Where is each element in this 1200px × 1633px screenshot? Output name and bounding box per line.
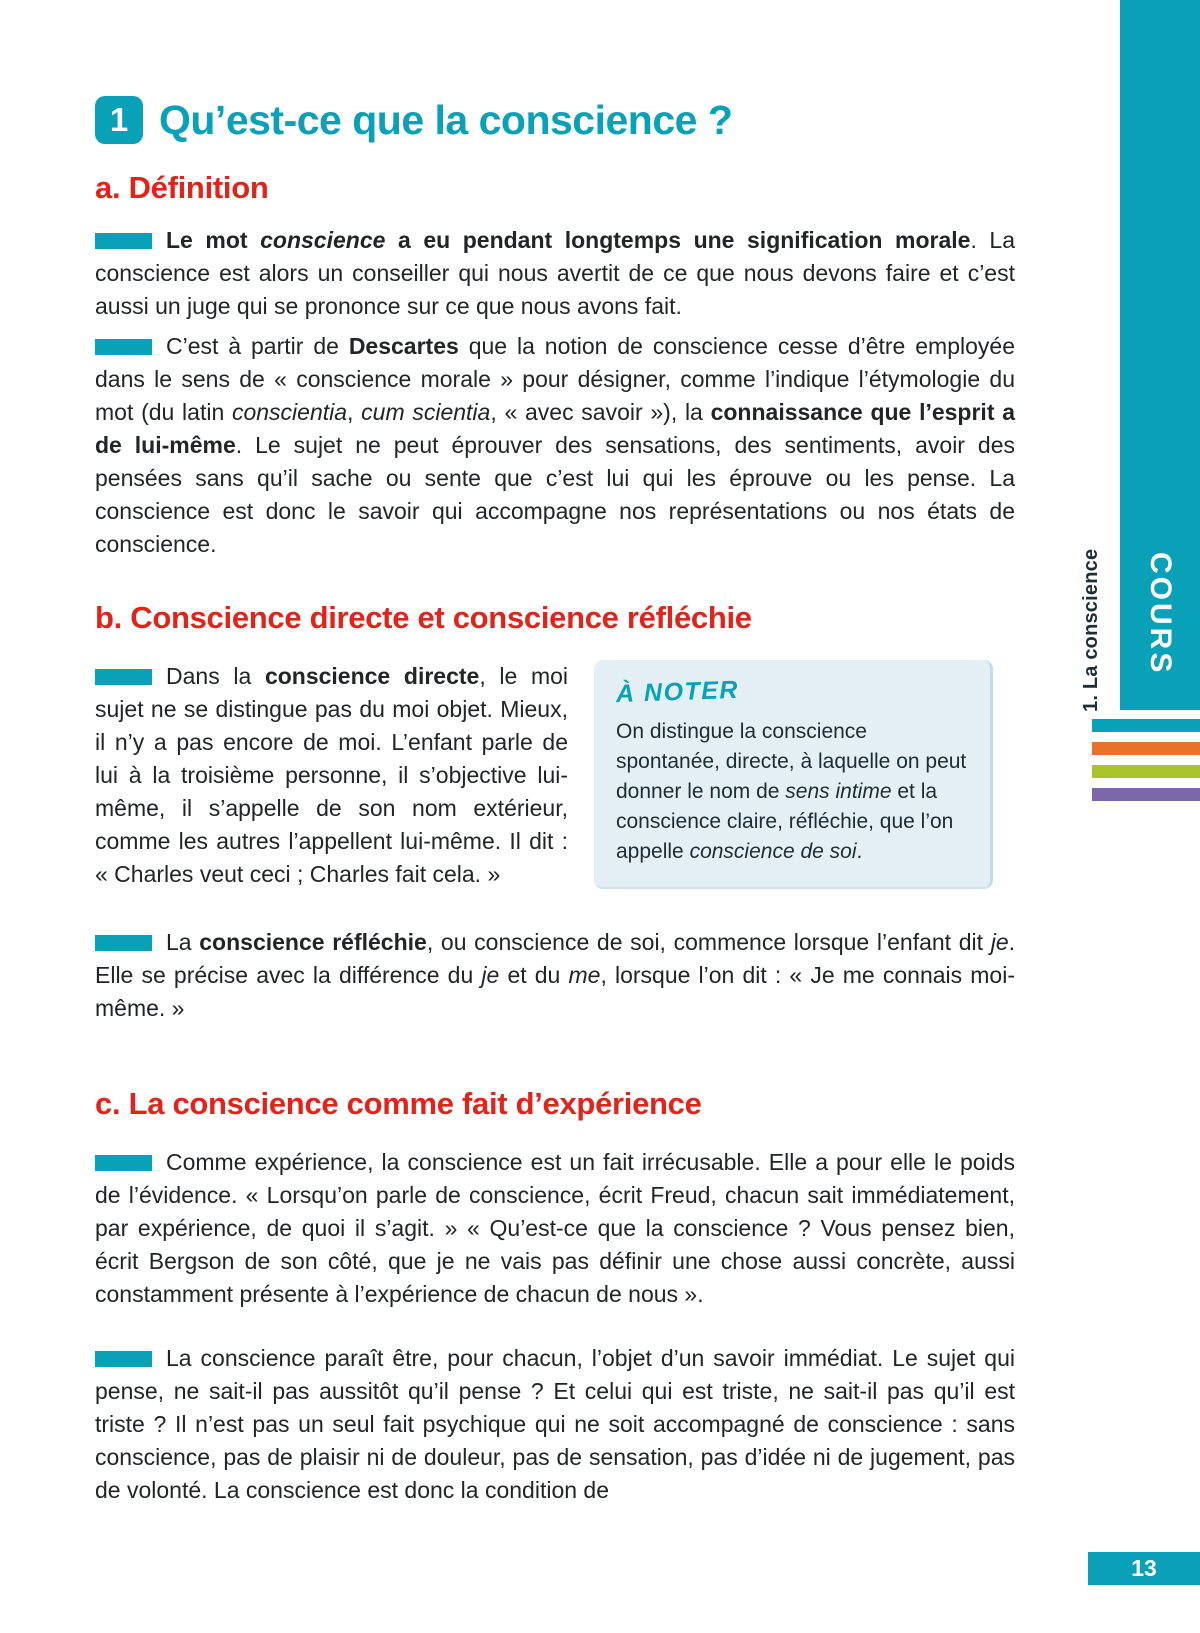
color-bar-purple: [1092, 788, 1200, 801]
page-number-badge: 13: [1088, 1552, 1200, 1585]
paragraph-marker: [95, 1155, 152, 1171]
note-label: À NOTER: [615, 675, 740, 709]
chapter-side-label: 1. La conscience: [1080, 548, 1102, 712]
paragraph-text: Comme expérience, la conscience est un fait irrécusable. Elle a pour elle le poids de l’évidence. « Lorsqu’on parle de conscience, écrit Freud, chacun sait immédiatement, par expérience, de quoi il s’agit. » « Qu’est-ce que la conscience ? Vous pensez bien, écrit Bergson de son côté, que je ne vais pas définir une chose aussi concrète, aussi constamment présente à l’expérience de chacun de nous ».: [95, 1149, 1015, 1307]
chapter-title: Qu’est-ce que la conscience ?: [159, 96, 733, 143]
paragraph: [95, 926, 1015, 1025]
note-box: [594, 660, 993, 889]
course-tab-label: COURS: [1144, 552, 1177, 676]
paragraph-marker: [95, 935, 152, 951]
paragraph-marker: [95, 233, 152, 249]
section-a-heading: a. Définition: [95, 170, 269, 205]
paragraph-text: Dans la conscience directe, le moi sujet ne se distingue pas du moi objet. Mieux, il n’y a pas encore de moi. L’enfant parle de lui à la troisième personne, il s’objective lui-même, il s’appelle de son nom extérieur, comme les autres l’appellent lui-même. Il dit : « Charles veut ceci ; Charles fait cela. »: [95, 663, 569, 887]
chapter-header: [95, 96, 732, 144]
paragraph: [95, 224, 1015, 323]
color-bar-green: [1092, 765, 1200, 778]
paragraph-text: Le mot conscience a eu pendant longtemps une signification morale. La conscience est alors un conseiller qui nous avertit de ce que nous devons faire et c’est aussi un juge qui se prononce sur ce que nous avons fait.: [95, 227, 1015, 319]
paragraph-text: C’est à partir de Descartes que la notion de conscience cesse d’être employée dans le sens de « conscience morale » pour désigner, comme l’indique l’étymologie du mot (du latin conscientia, cum scientia, « avec savoir »), la connaissance que l’esprit a de lui-même. Le sujet ne peut éprouver des sensations, des sentiments, avoir des pensées sans qu’il sache ou sente que c’est lui qui les éprouve ou les pense. La conscience est donc le savoir qui accompagne nos représentations ou nos états de conscience.: [95, 333, 1016, 557]
paragraph-text: La conscience réfléchie, ou conscience de soi, commence lorsque l’enfant dit je. Elle se précise avec la différence du je et du me, lorsque l’on dit : « Je me connais moi-même. »: [95, 929, 1015, 1021]
paragraph: [95, 660, 568, 891]
section-b-heading: b. Conscience directe et conscience réfléchie: [95, 600, 752, 635]
paragraph: [95, 1342, 1015, 1507]
paragraph: [95, 1146, 1015, 1311]
section-b-text-column: [95, 660, 568, 891]
note-body: On distingue la conscience spontanée, directe, à laquelle on peut donner le nom de sens intime et la conscience claire, réfléchie, que l’on appelle conscience de soi.: [616, 720, 967, 863]
color-bar-orange: [1092, 742, 1200, 755]
chapter-number-badge: 1: [95, 96, 143, 144]
paragraph-marker: [95, 669, 152, 685]
section-b-columns: [95, 660, 1015, 891]
paragraph-marker: [95, 1351, 152, 1367]
paragraph: [95, 330, 1015, 561]
paragraph-marker: [95, 339, 152, 355]
color-bar-teal: [1092, 719, 1200, 732]
section-c-heading: c. La conscience comme fait d’expérience: [95, 1086, 702, 1121]
paragraph-text: La conscience paraît être, pour chacun, l’objet d’un savoir immédiat. Le sujet qui pense, ne sait-il pas aussitôt qu’il pense ? Et celui qui est triste, ne sait-il pas qu’il est triste ? Il n’est pas un seul fait psychique qui ne soit accompagné de conscience : sans conscience, pas de plaisir ni de douleur, pas de sensation, pas d’idée ni de jugement, pas de volonté. La conscience est donc la condition de: [95, 1345, 1015, 1503]
